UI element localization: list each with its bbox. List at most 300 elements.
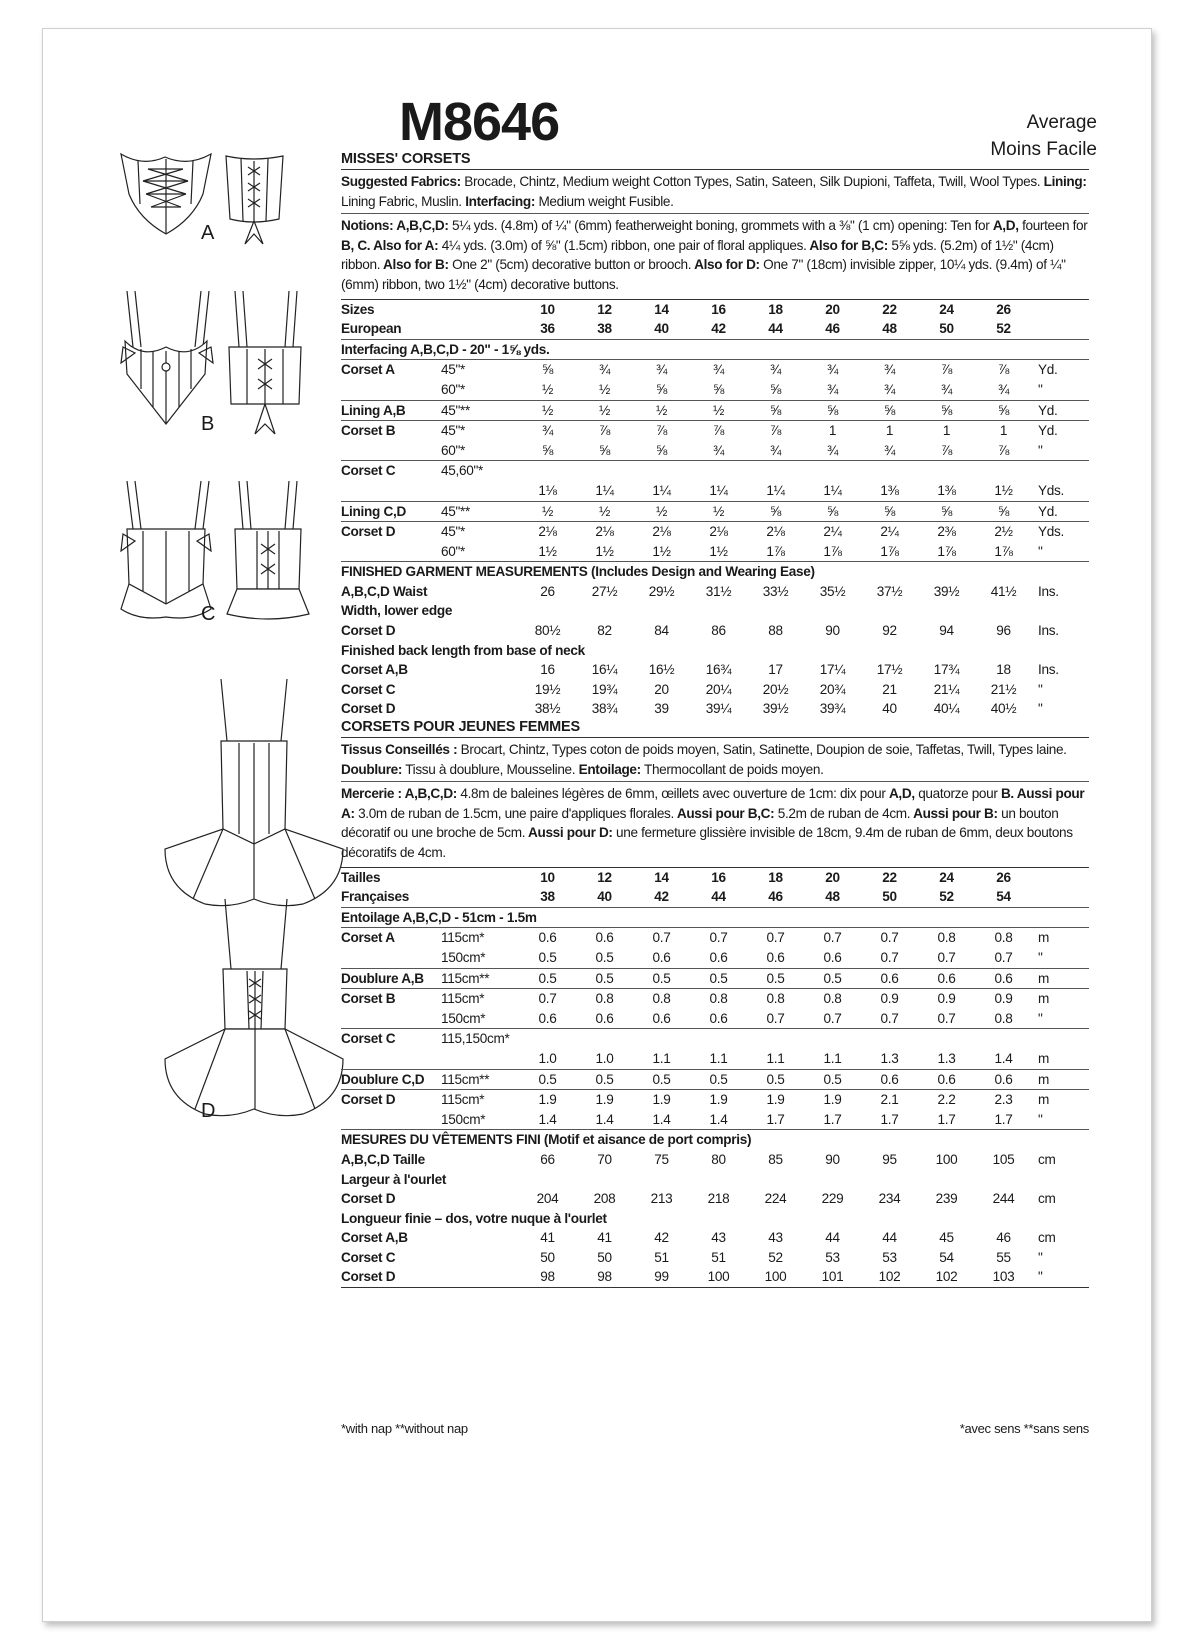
table-cell: 1½ <box>595 543 614 559</box>
table-cell: 1¼ <box>709 482 728 498</box>
row-label <box>341 380 441 400</box>
table-cell: 0.6 <box>576 928 633 948</box>
table-cell: ½ <box>519 400 576 421</box>
size-cell: 40 <box>597 889 612 905</box>
table-cell: 2.2 <box>918 1090 975 1110</box>
size-cell: 48 <box>882 321 897 337</box>
table-cell <box>519 1029 576 1049</box>
row-label: Doublure A,B <box>341 968 441 989</box>
table-cell: ⅝ <box>918 400 975 421</box>
table-cell: 82 <box>597 623 612 639</box>
table-cell: 1.1 <box>823 1050 842 1066</box>
row-label: European <box>341 321 402 337</box>
lining-text: Tissu à doublure, Mousseline. <box>402 761 576 777</box>
table-cell: 2¼ <box>804 522 861 542</box>
row-label: Corset A,B <box>341 662 408 678</box>
table-cell: 0.7 <box>804 928 861 948</box>
table-row <box>341 1029 1089 1049</box>
table-cell: ½ <box>519 501 576 522</box>
size-cell: 12 <box>597 869 612 885</box>
table-row <box>341 522 1089 542</box>
table-row <box>341 1090 1089 1110</box>
table-cell: 1 <box>861 421 918 441</box>
table-cell: ¾ <box>690 360 747 380</box>
table-cell: 20 <box>654 681 669 697</box>
notions-fr <box>341 782 1089 864</box>
table-cell: 0.8 <box>747 989 804 1009</box>
table-cell: 1.9 <box>519 1090 576 1110</box>
table-cell: 1.9 <box>576 1090 633 1110</box>
table-cell: 1.0 <box>595 1050 614 1066</box>
table-cell: 0.5 <box>519 968 576 989</box>
unit-cell: Yd. <box>1032 501 1089 522</box>
table-cell: 53 <box>882 1249 897 1265</box>
notions-bold: B. <box>1000 786 1014 802</box>
size-cell: 42 <box>711 321 726 337</box>
table-cell: 2¼ <box>861 522 918 542</box>
table-row <box>341 421 1089 441</box>
row-label <box>341 1110 441 1130</box>
table-cell: 41 <box>597 1230 612 1246</box>
table-cell: 44 <box>825 1230 840 1246</box>
table-cell: 0.6 <box>975 1069 1032 1090</box>
table-cell: 0.6 <box>918 1069 975 1090</box>
table-cell: 100 <box>935 1151 958 1167</box>
table-cell: 80½ <box>534 623 561 639</box>
unit-cell: " <box>1038 1010 1043 1026</box>
table-cell: 239 <box>935 1191 958 1207</box>
view-label-a: A <box>201 222 215 244</box>
table-cell: 40 <box>882 701 897 717</box>
row-label: Width, lower edge <box>341 603 453 619</box>
unit-cell: m <box>1032 928 1089 948</box>
table-row <box>341 989 1089 1009</box>
unit-cell: " <box>1038 701 1043 717</box>
unit-cell: Yds. <box>1038 482 1065 498</box>
table-cell: 1½ <box>538 543 557 559</box>
view-label-b: B <box>201 413 215 435</box>
table-cell <box>861 461 918 481</box>
size-cell: 46 <box>768 889 783 905</box>
table-cell: 1.9 <box>804 1090 861 1110</box>
table-cell: ⅝ <box>655 442 668 458</box>
table-cell: 1¼ <box>823 482 842 498</box>
table-cell: 43 <box>711 1230 726 1246</box>
table-cell: 16¼ <box>591 662 618 678</box>
unit-cell: cm <box>1038 1191 1056 1207</box>
table-cell: 29½ <box>648 583 675 599</box>
size-cell: 46 <box>825 321 840 337</box>
table-cell: 45 <box>939 1230 954 1246</box>
table-cell: 0.8 <box>804 989 861 1009</box>
table-cell: 229 <box>821 1191 844 1207</box>
fabric-width: 115,150cm* <box>441 1029 519 1049</box>
view-d-back-drawing <box>165 899 343 1116</box>
table-cell: 1.9 <box>633 1090 690 1110</box>
table-cell: 27½ <box>591 583 618 599</box>
table-cell: ¾ <box>747 360 804 380</box>
table-cell: 0.5 <box>804 968 861 989</box>
table-cell: 105 <box>992 1151 1015 1167</box>
table-cell: ⅝ <box>918 501 975 522</box>
table-cell: 17¾ <box>933 662 960 678</box>
table-cell: ¾ <box>826 442 839 458</box>
row-label: Entoilage A,B,C,D - 51cm - 1.5m <box>341 907 1089 928</box>
size-cell: 54 <box>996 889 1011 905</box>
row-label: Longueur finie – dos, votre nuque à l'ourlet <box>341 1210 607 1226</box>
table-cell <box>804 1029 861 1049</box>
table-cell: 1 <box>804 421 861 441</box>
size-cell: 12 <box>597 301 612 317</box>
finished-title-row <box>341 562 1089 582</box>
fabrics-text: Brocade, Chintz, Medium weight Cotton Types, Satin, Sateen, Silk Dupioni, Taffeta, Twill, Wool Types. <box>460 174 1041 189</box>
finished-title: FINISHED GARMENT MEASUREMENTS (Includes Design and Wearing Ease) <box>341 562 1089 582</box>
row-label <box>341 1049 441 1069</box>
finished-title-row <box>341 1130 1089 1150</box>
table-cell: 1½ <box>652 543 671 559</box>
table-row <box>341 928 1089 948</box>
table-cell: 0.5 <box>538 949 557 965</box>
unit-cell <box>1032 461 1089 481</box>
table-cell: 0.8 <box>994 1010 1013 1026</box>
size-cell: 52 <box>996 321 1011 337</box>
notions-label: Notions: A,B,C,D: <box>341 218 449 234</box>
size-cell: 38 <box>540 889 555 905</box>
table-cell: 103 <box>992 1269 1015 1285</box>
table-cell: 39½ <box>762 701 789 717</box>
table-row <box>341 699 1089 719</box>
row-label: Corset B <box>341 989 441 1009</box>
size-cell: 40 <box>654 321 669 337</box>
table-cell <box>690 1029 747 1049</box>
table-cell: 1¼ <box>766 482 785 498</box>
unit-cell: Yds. <box>1032 522 1089 542</box>
table-cell: 51 <box>654 1249 669 1265</box>
row-label: Corset C <box>341 681 396 697</box>
table-cell: 1.7 <box>823 1111 842 1127</box>
table-cell: 18 <box>996 662 1011 678</box>
table-row <box>341 481 1089 501</box>
table-cell: 102 <box>935 1269 958 1285</box>
table-cell: 2⅛ <box>747 522 804 542</box>
row-label: Françaises <box>341 889 410 905</box>
fabric-width: 115cm* <box>441 1090 519 1110</box>
table-cell: 1.4 <box>652 1111 671 1127</box>
yardage-table-en <box>341 300 1089 719</box>
unit-cell: Yd. <box>1032 360 1089 380</box>
table-cell <box>633 461 690 481</box>
table-cell: 0.5 <box>690 968 747 989</box>
size-cell: 20 <box>825 869 840 885</box>
table-cell: 20¼ <box>705 681 732 697</box>
table-cell: ⅞ <box>747 421 804 441</box>
pattern-info <box>341 151 1089 1288</box>
notions-bold: Also for A: <box>370 237 439 253</box>
size-cell: 50 <box>882 889 897 905</box>
size-cell: 24 <box>939 869 954 885</box>
table-cell: 1 <box>918 421 975 441</box>
row-label: Corset D <box>341 1269 396 1285</box>
table-cell: 17½ <box>876 662 903 678</box>
table-cell: 204 <box>536 1191 559 1207</box>
table-cell: 0.5 <box>747 968 804 989</box>
fabrics-en <box>341 170 1089 213</box>
table-row <box>341 968 1089 989</box>
notions-bold: Also for B,C: <box>806 237 888 253</box>
table-cell: 90 <box>825 623 840 639</box>
yardage-table-fr <box>341 868 1089 1287</box>
row-label: Corset B <box>341 421 441 441</box>
table-cell: 1.7 <box>880 1111 899 1127</box>
view-label-d: D <box>201 1100 216 1122</box>
size-cell: 14 <box>654 301 669 317</box>
size-cell: 16 <box>711 869 726 885</box>
table-cell: 0.9 <box>975 989 1032 1009</box>
unit-cell: m <box>1032 968 1089 989</box>
table-cell: 1⅞ <box>937 543 956 559</box>
table-cell: 53 <box>825 1249 840 1265</box>
table-cell: 1.7 <box>766 1111 785 1127</box>
size-cell: 26 <box>996 869 1011 885</box>
row-label: Corset C <box>341 461 441 481</box>
notions-bold: B, C. <box>341 237 371 253</box>
size-row <box>341 887 1089 907</box>
table-cell: ⅝ <box>804 501 861 522</box>
table-cell: 35½ <box>819 583 846 599</box>
fabric-width: 150cm* <box>441 949 486 965</box>
table-cell: 75 <box>654 1151 669 1167</box>
table-cell: ⅞ <box>690 421 747 441</box>
table-cell: 2.3 <box>975 1090 1032 1110</box>
table-cell: 39 <box>654 701 669 717</box>
row-label: Corset D <box>341 522 441 542</box>
unit-cell: Yd. <box>1032 400 1089 421</box>
view-b-front-drawing <box>121 291 213 424</box>
table-cell: 26 <box>540 583 555 599</box>
fabric-width: 115cm** <box>441 1069 519 1090</box>
table-cell: ⅝ <box>598 442 611 458</box>
fabric-width: 45"** <box>441 400 519 421</box>
size-cell: 22 <box>882 869 897 885</box>
difficulty-en: Average <box>1026 112 1097 133</box>
table-cell: ¾ <box>576 360 633 380</box>
unit-cell: cm <box>1038 1151 1056 1167</box>
view-b-back-drawing <box>229 291 301 434</box>
table-cell: 16 <box>540 662 555 678</box>
row-label: Tailles <box>341 869 381 885</box>
fabrics-fr <box>341 738 1089 781</box>
table-cell <box>975 1029 1032 1049</box>
table-cell: 1.9 <box>690 1090 747 1110</box>
title-fr: CORSETS POUR JEUNES FEMMES <box>341 719 580 736</box>
table-cell: ⅝ <box>769 381 782 397</box>
pattern-number: M8646 <box>399 92 560 152</box>
row-label: Corset C <box>341 1249 396 1265</box>
table-cell: 19¾ <box>591 681 618 697</box>
table-cell: 16¾ <box>705 662 732 678</box>
unit-cell: Ins. <box>1038 583 1059 599</box>
size-row <box>341 300 1089 320</box>
size-cell: 48 <box>825 889 840 905</box>
size-cell: 20 <box>825 301 840 317</box>
table-cell: 90 <box>825 1151 840 1167</box>
view-a-front-drawing <box>121 154 211 234</box>
table-row <box>341 400 1089 421</box>
lining-label: Doublure: <box>341 761 403 777</box>
row-label: Largeur à l'ourlet <box>341 1171 447 1187</box>
unit-cell: " <box>1038 1249 1043 1265</box>
table-cell: ⅝ <box>975 501 1032 522</box>
unit-cell: m <box>1032 989 1089 1009</box>
row-label: Interfacing A,B,C,D - 20" - 1⅝ yds. <box>341 339 1089 360</box>
pattern-envelope-back <box>42 28 1152 1622</box>
table-cell: ½ <box>633 400 690 421</box>
row-label <box>341 1009 441 1029</box>
table-cell <box>576 461 633 481</box>
table-cell: ⅝ <box>712 381 725 397</box>
table-cell: 0.5 <box>747 1069 804 1090</box>
table-cell: 1.7 <box>994 1111 1013 1127</box>
size-row <box>341 319 1089 339</box>
fabric-width: 45"* <box>441 421 519 441</box>
row-label: Corset A <box>341 360 441 380</box>
table-cell: 1.3 <box>880 1050 899 1066</box>
unit-cell: " <box>1038 442 1043 458</box>
table-cell: 41½ <box>990 583 1017 599</box>
footnote-en: *with nap **without nap <box>341 1421 468 1436</box>
notions-text: One 2" (5cm) decorative button or brooch. <box>448 257 692 273</box>
table-row <box>341 621 1089 641</box>
table-cell: 2½ <box>975 522 1032 542</box>
fabric-width: 115cm* <box>441 989 519 1009</box>
table-cell: 46 <box>996 1230 1011 1246</box>
notions-bold: Aussi pour B: <box>910 805 998 821</box>
size-cell: 18 <box>768 869 783 885</box>
table-cell: 0.7 <box>766 1010 785 1026</box>
unit-cell: m <box>1032 1090 1089 1110</box>
table-cell: 1.1 <box>766 1050 785 1066</box>
table-cell: 0.7 <box>880 949 899 965</box>
table-row <box>341 680 1089 700</box>
size-cell: 22 <box>882 301 897 317</box>
fabric-width: 45"* <box>441 360 519 380</box>
table-cell: ½ <box>598 381 611 397</box>
table-cell: 40¼ <box>933 701 960 717</box>
table-cell: 244 <box>992 1191 1015 1207</box>
table-cell: ⅞ <box>918 360 975 380</box>
table-row <box>341 582 1089 602</box>
table-cell: 55 <box>996 1249 1011 1265</box>
table-cell: 0.7 <box>937 949 956 965</box>
table-cell: 213 <box>650 1191 673 1207</box>
row-label: A,B,C,D Waist <box>341 583 428 599</box>
table-row <box>341 542 1089 562</box>
table-cell: 0.6 <box>538 1010 557 1026</box>
table-cell: 2⅜ <box>918 522 975 542</box>
table-cell: 0.7 <box>861 928 918 948</box>
size-cell: 16 <box>711 301 726 317</box>
table-cell: 1⅛ <box>538 482 557 498</box>
table-cell: 0.8 <box>690 989 747 1009</box>
notions-bold: Aussi pour D: <box>525 825 613 841</box>
notions-bold: Aussi pour B,C: <box>673 805 775 821</box>
table-cell: 0.5 <box>690 1069 747 1090</box>
table-cell: 2⅛ <box>576 522 633 542</box>
fabric-width <box>441 481 519 501</box>
table-cell: 0.8 <box>918 928 975 948</box>
table-cell: 1½ <box>994 482 1013 498</box>
table-cell: 19½ <box>534 681 561 697</box>
table-cell: 0.5 <box>576 968 633 989</box>
size-cell: 24 <box>939 301 954 317</box>
table-cell: 0.7 <box>633 928 690 948</box>
title-en: MISSES' CORSETS <box>341 151 471 167</box>
table-cell: 1⅞ <box>880 543 899 559</box>
table-cell: 86 <box>711 623 726 639</box>
row-label: A,B,C,D Taille <box>341 1151 425 1167</box>
notions-text: une fermeture glissière invisible de 18cm, 9.4m de ruban de 6mm, deux boutons décoratifs de 4cm. <box>341 825 1073 860</box>
table-cell: 1⅞ <box>994 543 1013 559</box>
table-cell: 0.7 <box>690 928 747 948</box>
table-cell: 0.6 <box>918 968 975 989</box>
row-label: Corset A <box>341 928 441 948</box>
table-cell: 16½ <box>648 662 675 678</box>
table-cell: 1⅜ <box>880 482 899 498</box>
table-cell: 0.5 <box>633 1069 690 1090</box>
table-cell: ⅝ <box>519 360 576 380</box>
notions-text: 4.8m de baleines légères de 6mm, œillets avec ouverture de 1cm: dix pour <box>456 786 889 802</box>
table-cell: 88 <box>768 623 783 639</box>
notions-label: Mercerie : A,B,C,D: <box>341 786 457 802</box>
table-row <box>341 1170 1089 1190</box>
difficulty-fr: Moins Facile <box>990 139 1097 160</box>
unit-cell: Yd. <box>1032 421 1089 441</box>
row-label: Corset D <box>341 1090 441 1110</box>
table-cell: 2⅛ <box>633 522 690 542</box>
table-cell: 0.5 <box>519 1069 576 1090</box>
table-cell: 54 <box>939 1249 954 1265</box>
row-label: Lining C,D <box>341 501 441 522</box>
table-row <box>341 339 1089 360</box>
size-cell: 52 <box>939 889 954 905</box>
table-cell: 37½ <box>876 583 903 599</box>
notions-en <box>341 214 1089 296</box>
fabric-width: 45"** <box>441 501 519 522</box>
row-label: Doublure C,D <box>341 1069 441 1090</box>
table-cell: 0.5 <box>804 1069 861 1090</box>
row-label: Corset C <box>341 1029 441 1049</box>
table-cell: 224 <box>764 1191 787 1207</box>
table-cell: 17 <box>768 662 783 678</box>
table-cell: 52 <box>768 1249 783 1265</box>
table-cell: 1⅞ <box>766 543 785 559</box>
row-label <box>341 542 441 562</box>
table-cell: 0.6 <box>861 1069 918 1090</box>
table-cell: 50 <box>597 1249 612 1265</box>
table-cell: ¾ <box>804 360 861 380</box>
notions-bold: Also for D: <box>691 257 760 273</box>
table-cell: 95 <box>882 1151 897 1167</box>
table-cell: 31½ <box>705 583 732 599</box>
size-cell: 44 <box>711 889 726 905</box>
table-cell: ⅝ <box>804 400 861 421</box>
table-cell: ½ <box>690 400 747 421</box>
table-cell: ⅝ <box>747 501 804 522</box>
unit-cell <box>1032 1029 1089 1049</box>
fabric-width: 60"* <box>441 442 466 458</box>
table-cell: 92 <box>882 623 897 639</box>
table-cell: 38½ <box>534 701 561 717</box>
